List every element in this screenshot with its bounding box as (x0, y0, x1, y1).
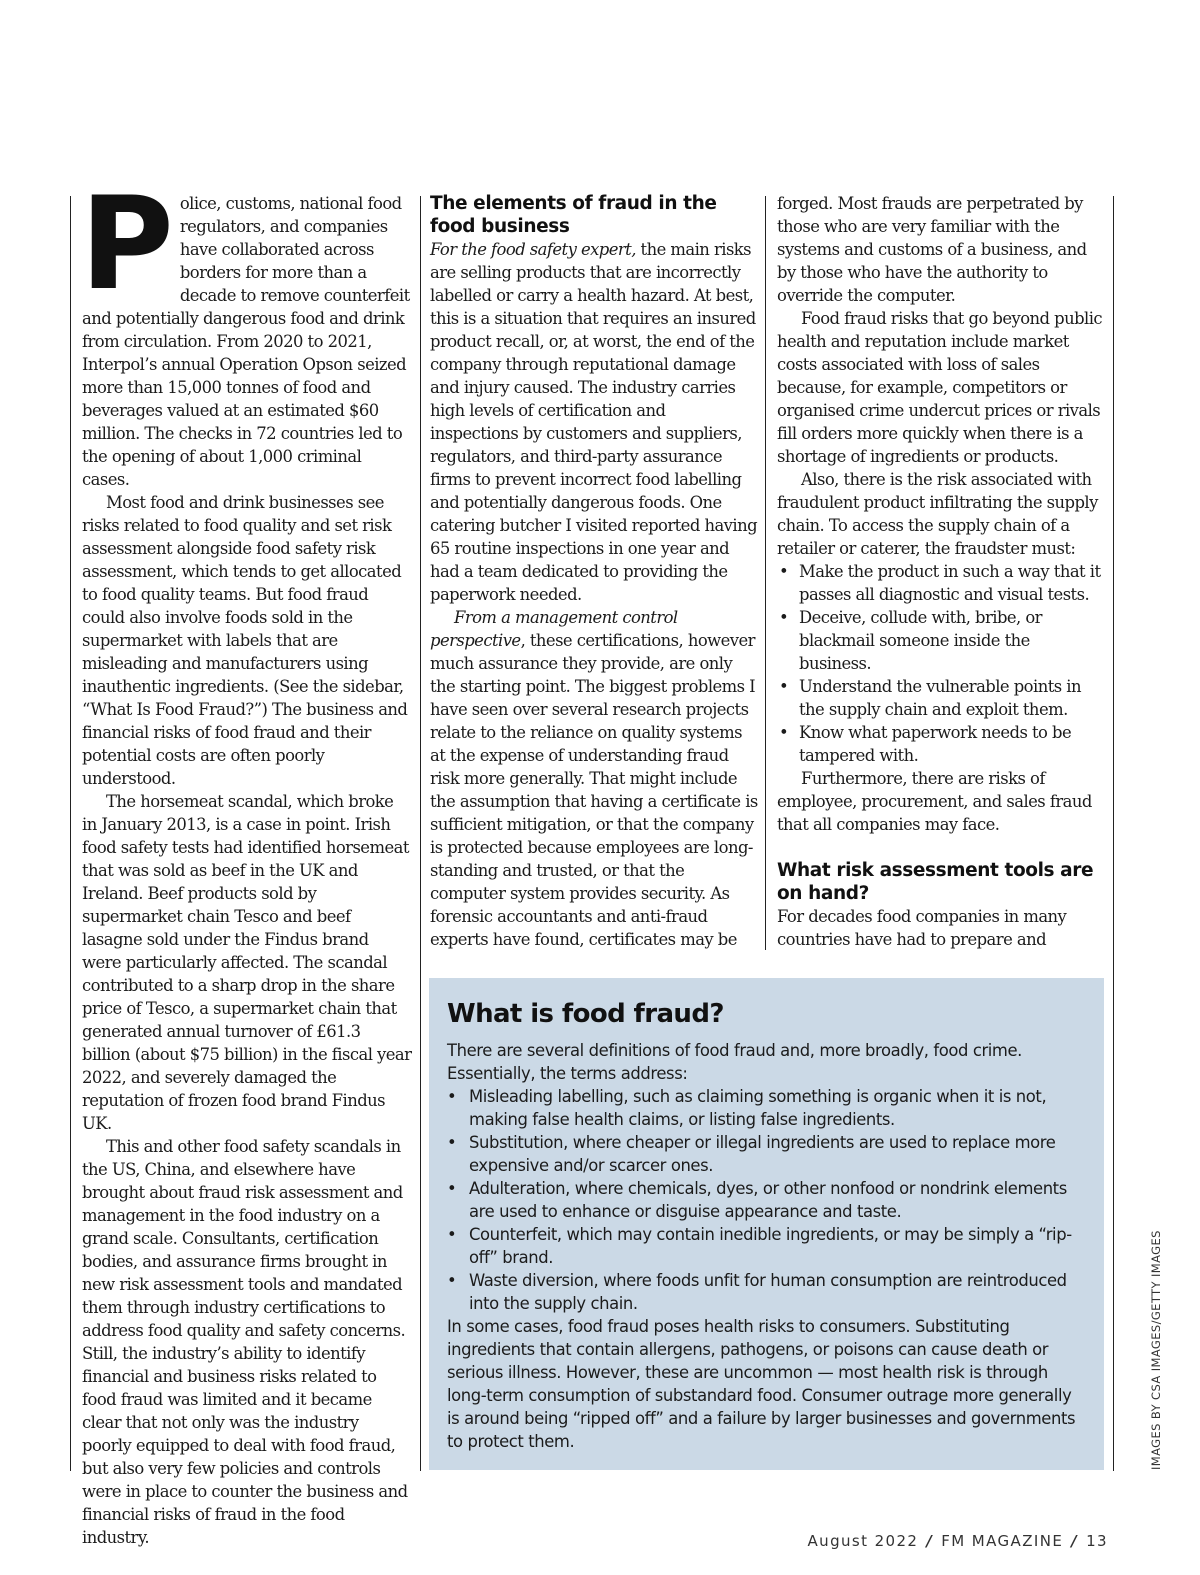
list-item: • Waste diversion, where foods unfit for human consumption are reintroduced into the supply chain. (447, 1269, 1086, 1315)
list-item: • Substitution, where cheaper or illegal ingredients are used to replace more expensive and/or scarcer ones. (447, 1131, 1086, 1177)
column-2 (430, 192, 758, 951)
page-footer (808, 1532, 1108, 1550)
image-credit: IMAGES BY CSA IMAGES/GETTY IMAGES (1149, 1230, 1163, 1470)
sidebar-title: What is food fraud? (447, 999, 724, 1029)
sidebar-intro: There are several definitions of food fraud and, more broadly, food crime. Essentially, the terms address: (447, 1041, 1022, 1083)
footer-separator: / (1071, 1532, 1079, 1550)
list-item: • Know what paperwork needs to be tampered with. (777, 721, 1105, 767)
issue-date: August 2022 (807, 1532, 919, 1550)
body-paragraph: The horsemeat scandal, which broke in January 2013, is a case in point. Irish food safety tests had identified horsemeat that was sold as beef in the UK and Ireland. Beef products sold by supermarket chain Tesco and beef lasagne sold under the Findus brand were particularly affected. The scandal contributed to a sharp drop in the share price of Tesco, a supermarket chain that generated annual turnover of £61.3 billion (about $75 billion) in the fiscal year 2022, and severely damaged the reputation of frozen food brand Findus UK. (82, 792, 412, 1133)
body-paragraph: Furthermore, there are risks of employee, procurement, and sales fraud that all companies may face. (777, 769, 1092, 834)
body-paragraph: Food fraud risks that go beyond public health and reputation include market costs associated with loss of sales because, for example, competitors or organised crime undercut prices or rivals fill orders more quickly when there is a shortage of ingredients or products. (777, 309, 1103, 466)
body-paragraph: This and other food safety scandals in the US, China, and elsewhere have brought about fraud risk assessment and management in the food industry on a grand scale. Consultants, certification bodies, and assurance firms brought in new risk assessment tools and mandated them through industry certifications to address food quality and safety concerns. Still, the industry’s ability to identify financial and business risks related to food fraud was limited and it became clear that not only was the industry poorly equipped to deal with food fraud, but also very few policies and controls were in place to counter the business and financial risks of fraud in the food industry. (82, 1137, 408, 1547)
body-paragraph: Also, there is the risk associated with fraudulent product infiltrating the supply chain. To access the supply chain of a retailer or caterer, the fraudster must: (777, 470, 1098, 558)
section-heading-risk-tools: What risk assessment tools are on hand? (777, 860, 1094, 904)
fraudster-steps-list (777, 560, 1105, 767)
sidebar-list (447, 1085, 1086, 1315)
intro-paragraph: Police, customs, national food regulators, and companies have collaborated across borders for more than a decade to remove counterfeit and potentially dangerous food and drink from circulation. From 2020 to 2021, Interpol’s annual Operation Opson seized more than 15,000 tonnes of food and beverages valued at an estimated $60 million. The checks in 72 countries led to the opening of about 1,000 criminal cases. (80, 170, 410, 489)
list-item: • Understand the vulnerable points in the supply chain and exploit them. (777, 675, 1105, 721)
section-heading-elements-of-fraud: The elements of fraud in the food business (430, 193, 717, 237)
list-item: • Misleading labelling, such as claiming something is organic when it is not, making false health claims, or listing false ingredients. (447, 1085, 1086, 1131)
drop-cap: P (80, 170, 174, 319)
body-paragraph: For decades food companies in many countries have had to prepare and (777, 907, 1067, 949)
column-rule-right (765, 196, 766, 950)
body-paragraph: From a management control perspective, these certifications, however much assurance they provide, are only the starting point. The biggest problems I have seen over several research projects relate to the reliance on quality systems at the expense of understanding fraud risk more generally. That might include the assumption that having a certificate is sufficient mitigation, or that the company is protected because employees are long-standing and trusted, or that the computer system provides security. As forensic accountants and anti-fraud experts have found, certificates may be (430, 608, 758, 949)
footer-separator: / (926, 1532, 934, 1550)
body-paragraph: forged. Most frauds are perpetrated by those who are very familiar with the systems and customs of a business, and by those who have the authority to override the computer. (777, 194, 1087, 305)
list-item: • Deceive, collude with, bribe, or blackmail someone inside the business. (777, 606, 1105, 675)
column-1 (80, 170, 412, 1549)
page-number: 13 (1086, 1532, 1108, 1550)
body-paragraph: Most food and drink businesses see risks related to food quality and set risk assessment alongside food safety risk assessment, which tends to get allocated to food quality teams. But food fraud could also involve foods sold in the supermarket with labels that are misleading and manufacturers using inauthentic ingredients. (See the sidebar, “What Is Food Fraud?”) The business and financial risks of food fraud and their potential costs are often poorly understood. (82, 493, 408, 788)
column-rule-left (70, 196, 71, 1471)
column-3 (777, 192, 1105, 951)
magazine-name: FM MAGAZINE (941, 1532, 1064, 1550)
list-item: • Make the product in such a way that it passes all diagnostic and visual tests. (777, 560, 1105, 606)
column-rule-far-right (1113, 196, 1114, 1471)
list-item: • Adulteration, where chemicals, dyes, or other nonfood or nondrink elements are used to enhance or disguise appearance and taste. (447, 1177, 1086, 1223)
list-item: • Counterfeit, which may contain inedible ingredients, or may be simply a “rip-off” brand. (447, 1223, 1086, 1269)
column-rule-middle (420, 196, 421, 1471)
sidebar-what-is-food-fraud (429, 978, 1104, 1470)
body-paragraph: For the food safety expert, the main risks are selling products that are incorrectly labelled or carry a health hazard. At best, this is a situation that requires an insured product recall, or, at worst, the end of the company through reputational damage and injury caused. The industry carries high levels of certification and inspections by customers and suppliers, regulators, and third-party assurance firms to prevent incorrect food labelling and potentially dangerous foods. One catering butcher I visited reported having 65 routine inspections in one year and had a team dedicated to providing the paperwork needed. (430, 240, 758, 604)
sidebar-closing: In some cases, food fraud poses health risks to consumers. Substituting ingredients that contain allergens, pathogens, or poisons can cause death or serious illness. However, these are uncommon — most health risk is through long-term consumption of substandard food. Consumer outrage more generally is around being “ripped off” and a failure by larger businesses and governments to protect them. (447, 1317, 1076, 1451)
